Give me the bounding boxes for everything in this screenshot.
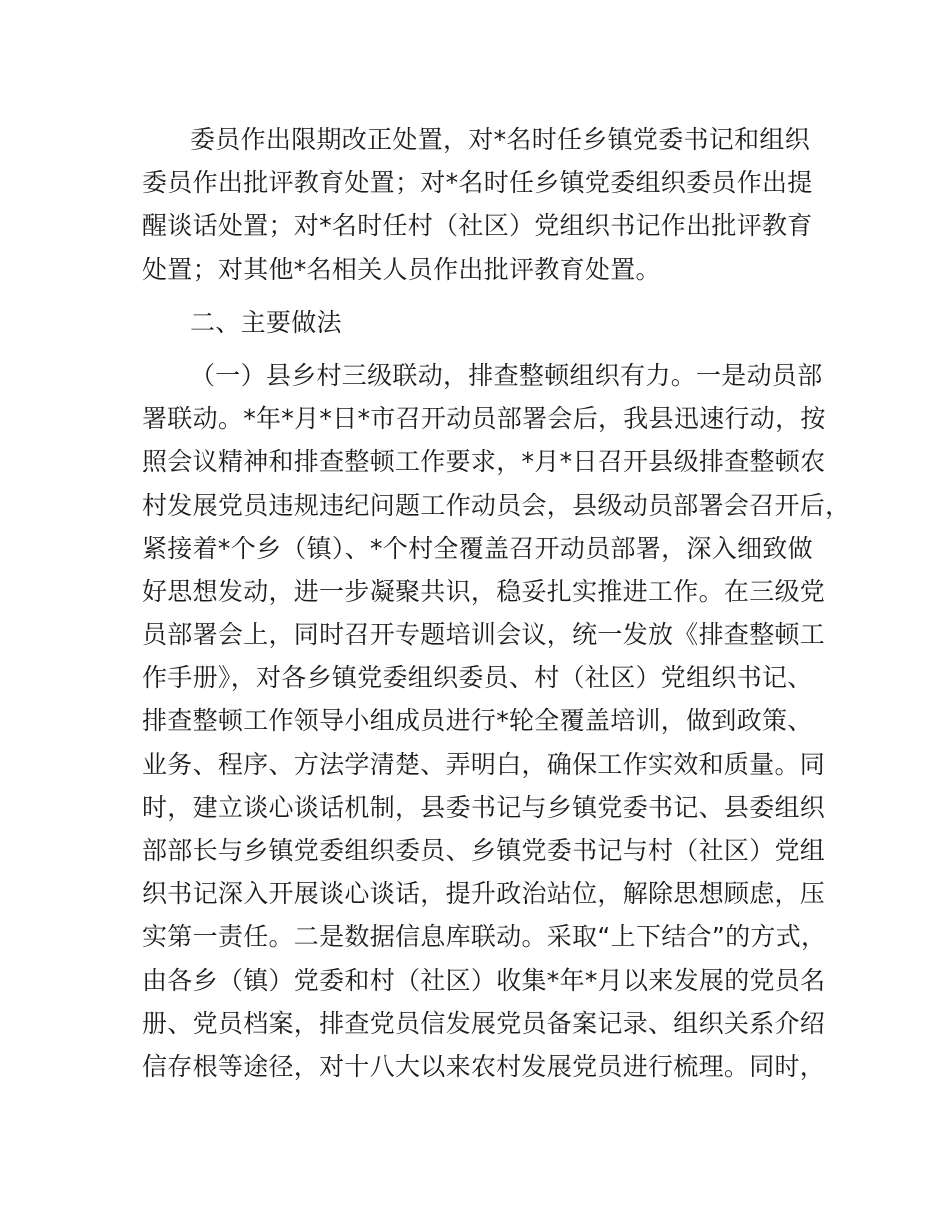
text-line: 委员作出限期改正处置，对*名时任乡镇党委书记和组织: [190, 125, 811, 154]
text-line: 织书记深入开展谈心谈话，提升政治站位，解除思想顾虑，压: [142, 879, 826, 909]
text-line: 部部长与乡镇党委组织委员、乡镇党委书记与村（社区）党组: [142, 836, 826, 865]
text-line: 好思想发动，进一步凝聚共识，稳妥扎实推进工作。在三级党: [142, 576, 826, 606]
text-line: 醒谈话处置；对*名时任村（社区）党组织书记作出批评教育: [142, 211, 813, 241]
text-line: （一）县乡村三级联动，排查整顿组织有力。一是动员部: [190, 360, 823, 390]
text-line: 由各乡（镇）党委和村（社区）收集*年*月以来发展的党员名: [142, 965, 826, 995]
text-line: 时，建立谈心谈话机制，县委书记与乡镇党委书记、县委组织: [142, 792, 826, 822]
text-line: 署联动。*年*月*日*市召开动员部署会后，我县迅速行动，按: [142, 404, 826, 434]
text-line: 实第一责任。二是数据信息库联动。采取“上下结合”的方式，: [142, 922, 827, 952]
text-line: 排查整顿工作领导小组成员进行*轮全覆盖培训，做到政策、: [142, 706, 813, 736]
paragraph-continued: [142, 118, 832, 291]
text-line: 处置；对其他*名相关人员作出批评教育处置。: [142, 254, 661, 284]
text-line: 委员作出批评教育处置；对*名时任乡镇党委组织委员作出提: [142, 168, 813, 198]
paragraph-main-practices: [142, 354, 851, 1088]
document-body: [142, 118, 851, 1088]
text-line: 紧接着*个乡（镇）、*个村全覆盖召开动员部署，深入细致做: [142, 533, 813, 563]
text-line: 信存根等途径，对十八大以来农村发展党员进行梳理。同时，: [142, 1051, 826, 1081]
text-line: 照会议精神和排查整顿工作要求，*月*日召开县级排查整顿农: [142, 447, 826, 477]
text-line: 业务、程序、方法学清楚、弄明白，确保工作实效和质量。同: [142, 749, 826, 779]
section-heading: 二、主要做法: [190, 307, 342, 337]
text-line: 员部署会上，同时召开专题培训会议，统一发放《排查整顿工: [142, 620, 826, 650]
text-line: 册、党员档案，排查党员信发展党员备案记录、组织关系介绍: [142, 1008, 826, 1038]
text-line: 村发展党员违规违纪问题工作动员会，县级动员部署会召开后，: [142, 490, 851, 520]
text-line: 作手册》，对各乡镇党委组织委员、村（社区）党组织书记、: [142, 663, 813, 693]
